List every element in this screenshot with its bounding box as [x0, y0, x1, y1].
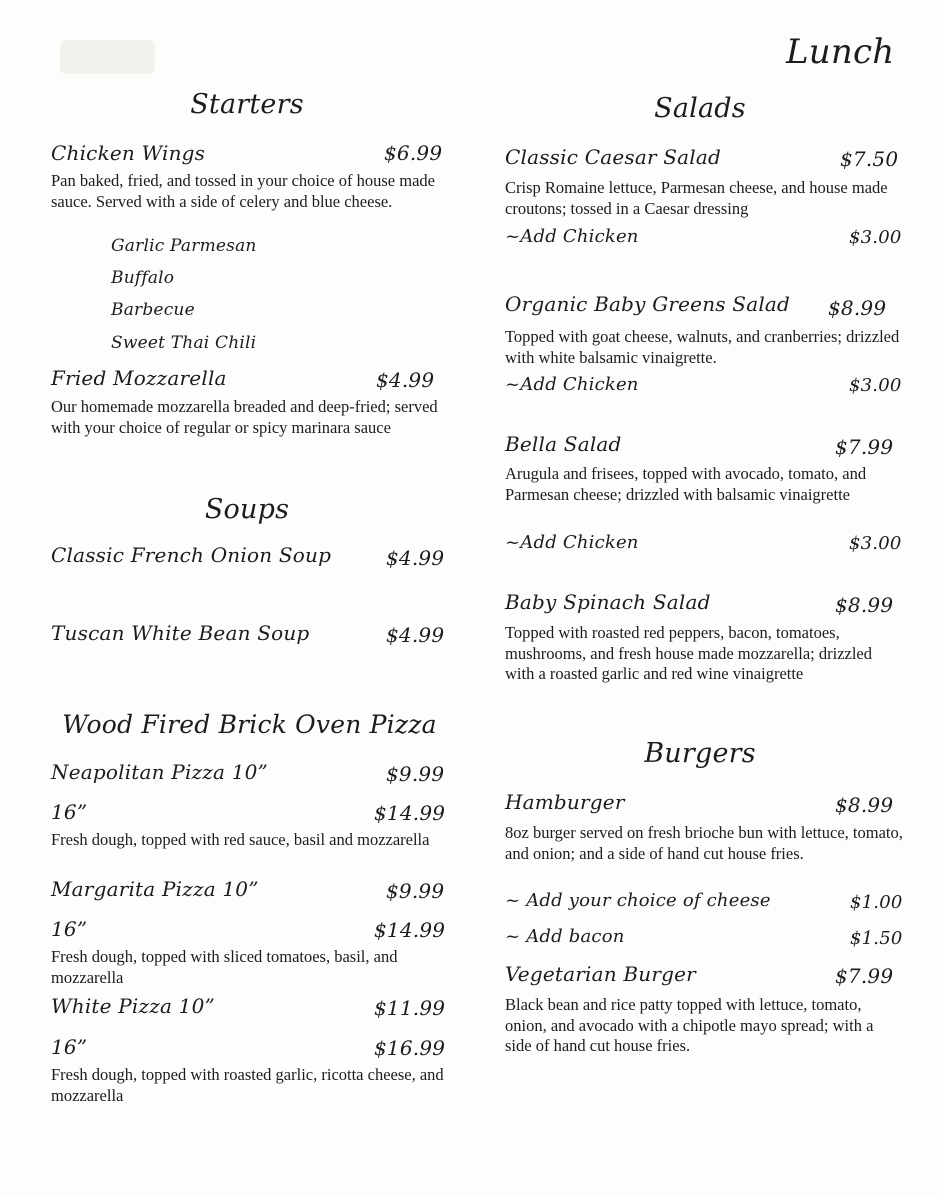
chicken-wings-price: $6.99: [384, 141, 443, 165]
salad-price: $7.50: [840, 147, 899, 171]
pizza-desc: Fresh dough, topped with roasted garlic, ricotta cheese, and mozzarella: [51, 1065, 444, 1105]
burgers-heading: Burgers: [644, 738, 756, 769]
salads-heading: Salads: [654, 93, 746, 124]
salad-price: $8.99: [835, 593, 894, 617]
pizza-name: Neapolitan Pizza 10”: [51, 760, 268, 784]
salad-desc: Crisp Romaine lettuce, Parmesan cheese, and house made croutons; tossed in a Caesar dressing: [505, 178, 888, 218]
add-chicken-label: ~Add Chicken: [505, 374, 639, 395]
salad-price: $7.99: [835, 435, 894, 459]
salad-name: Bella Salad: [505, 432, 622, 456]
pizza-name: White Pizza 10”: [51, 994, 215, 1018]
fried-mozzarella-desc: Our homemade mozzarella breaded and deep-fried; served with your choice of regular or spicy marinara sauce: [51, 397, 438, 437]
burger-addon-price: $1.00: [850, 892, 903, 913]
add-chicken-label: ~Add Chicken: [505, 532, 639, 553]
soup-name: Tuscan White Bean Soup: [51, 621, 310, 645]
wing-flavor: Sweet Thai Chili: [111, 333, 257, 353]
salad-desc: Arugula and frisees, topped with avocado, tomato, and Parmesan cheese; drizzled with balsamic vinaigrette: [505, 464, 867, 504]
veggie-burger-price: $7.99: [835, 964, 894, 988]
pizza-price-10: $11.99: [374, 996, 446, 1020]
salad-desc: Topped with roasted red peppers, bacon, tomatoes, mushrooms, and fresh house made mozzarella; drizzled with a roasted garlic and red wine vinaigrette: [505, 623, 872, 683]
salad-name: Organic Baby Greens Salad: [505, 292, 791, 316]
burger-addon-label: ~ Add bacon: [505, 926, 625, 947]
pizza-price-10: $9.99: [386, 879, 445, 903]
wing-flavor: Barbecue: [111, 300, 195, 320]
pizza-heading: Wood Fired Brick Oven Pizza: [62, 710, 437, 739]
soup-price: $4.99: [386, 546, 445, 570]
chicken-wings-name: Chicken Wings: [51, 141, 206, 165]
hamburger-price: $8.99: [835, 793, 894, 817]
fried-mozzarella-price: $4.99: [376, 368, 435, 392]
salad-desc: Topped with goat cheese, walnuts, and cranberries; drizzled with white balsamic vinaigrette.: [505, 327, 900, 367]
bleed-through-mark: [60, 40, 155, 74]
starters-heading: Starters: [190, 89, 304, 120]
soups-heading: Soups: [204, 494, 290, 525]
soup-name: Classic French Onion Soup: [51, 543, 332, 567]
pizza-price-16: $16.99: [374, 1036, 446, 1060]
pizza-price-10: $9.99: [386, 762, 445, 786]
salad-price: $8.99: [828, 296, 887, 320]
add-chicken-price: $3.00: [849, 227, 902, 248]
veggie-burger-desc: Black bean and rice patty topped with lettuce, tomato, onion, and avocado with a chipotle mayo spread; with a side of hand cut house fries.: [505, 995, 874, 1055]
pizza-size-16: 16”: [51, 917, 88, 941]
burger-addon-price: $1.50: [850, 928, 903, 949]
hamburger-name: Hamburger: [505, 790, 625, 814]
pizza-desc: Fresh dough, topped with sliced tomatoes, basil, and mozzarella: [51, 947, 398, 987]
wing-flavor: Buffalo: [111, 268, 175, 288]
veggie-burger-name: Vegetarian Burger: [505, 962, 696, 986]
soup-price: $4.99: [386, 623, 445, 647]
page-title: Lunch: [786, 32, 895, 72]
pizza-price-16: $14.99: [374, 918, 446, 942]
hamburger-desc: 8oz burger served on fresh brioche bun with lettuce, tomato, and onion; and a side of hand cut house fries.: [505, 823, 903, 863]
chicken-wings-desc: Pan baked, fried, and tossed in your choice of house made sauce. Served with a side of celery and blue cheese.: [51, 171, 435, 211]
pizza-price-16: $14.99: [374, 801, 446, 825]
wing-flavor: Garlic Parmesan: [111, 236, 257, 256]
salad-name: Baby Spinach Salad: [505, 590, 711, 614]
add-chicken-label: ~Add Chicken: [505, 226, 639, 247]
add-chicken-price: $3.00: [849, 533, 902, 554]
add-chicken-price: $3.00: [849, 375, 902, 396]
salad-name: Classic Caesar Salad: [505, 145, 722, 169]
pizza-size-16: 16”: [51, 800, 88, 824]
burger-addon-label: ~ Add your choice of cheese: [505, 890, 771, 911]
pizza-name: Margarita Pizza 10”: [51, 877, 259, 901]
pizza-desc: Fresh dough, topped with red sauce, basil and mozzarella: [51, 830, 430, 849]
pizza-size-16: 16”: [51, 1035, 88, 1059]
fried-mozzarella-name: Fried Mozzarella: [51, 366, 227, 390]
